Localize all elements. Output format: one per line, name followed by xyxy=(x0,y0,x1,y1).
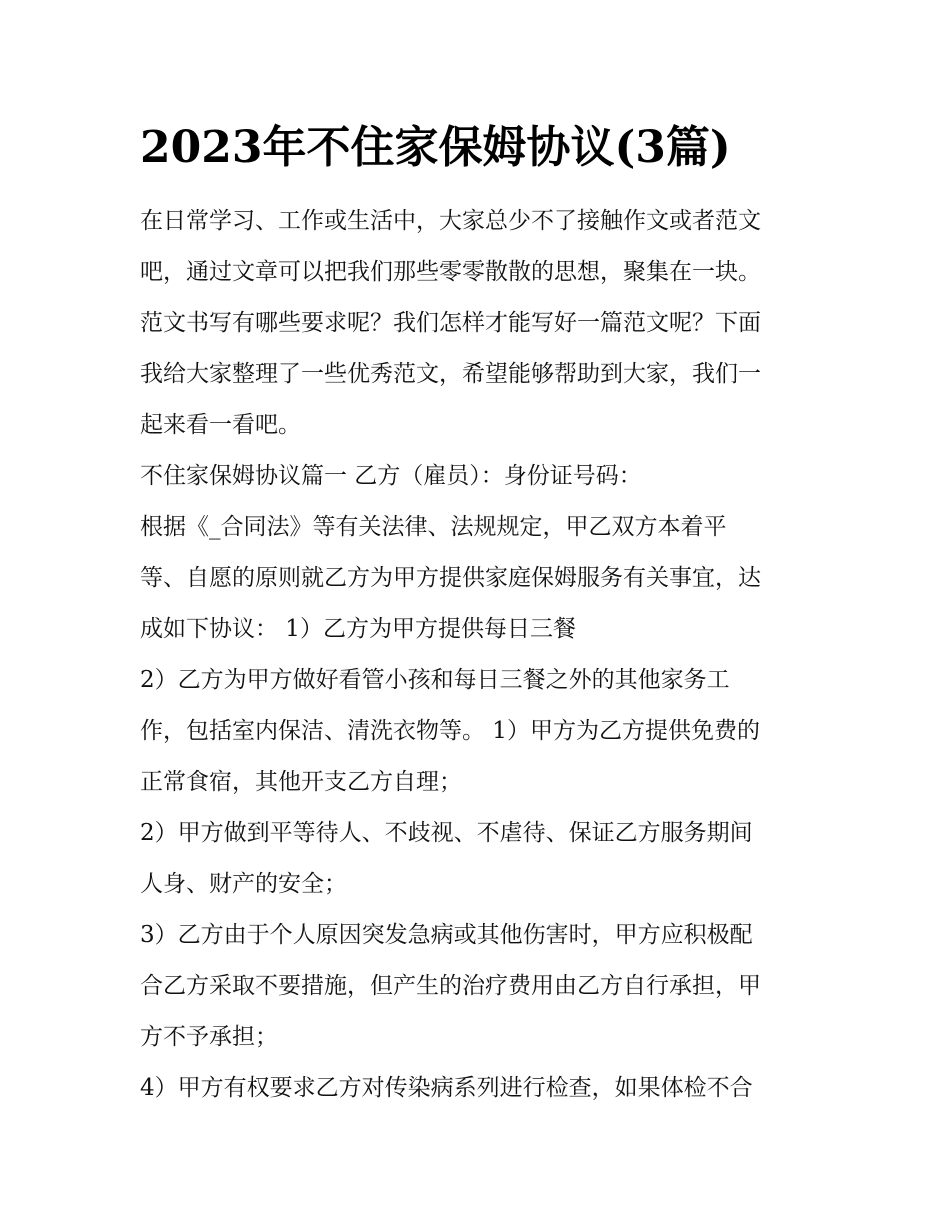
text-line-3: 范文书写有哪些要求呢？我们怎样才能写好一篇范文呢？下面 xyxy=(140,310,761,336)
text-line-6: 不住家保姆协议篇一 乙方（雇员）：身份证号码： xyxy=(140,463,642,489)
text-line-13: 2）甲方做到平等待人、不歧视、不虐待、保证乙方服务期间 xyxy=(140,820,753,846)
document-title: 2023年不住家保姆协议(3篇) xyxy=(140,122,731,173)
document-body xyxy=(140,196,820,1114)
text-line-14: 人身、财产的安全； xyxy=(140,871,347,897)
text-line-5: 起来看一看吧。 xyxy=(140,412,301,438)
text-line-11: 作，包括室内保洁、清洗衣物等。 1）甲方为乙方提供免费的 xyxy=(140,718,760,744)
text-line-16: 合乙方采取不要措施，但产生的治疗费用由乙方自行承担，甲 xyxy=(140,973,761,999)
text-line-1: 在日常学习、工作或生活中，大家总少不了接触作文或者范文 xyxy=(140,208,761,234)
text-line-9: 成如下协议： 1）乙方为甲方提供每日三餐 xyxy=(140,616,576,642)
text-line-8: 等、自愿的原则就乙方为甲方提供家庭保姆服务有关事宜，达 xyxy=(140,565,761,591)
text-line-10: 2）乙方为甲方做好看管小孩和每日三餐之外的其他家务工 xyxy=(140,667,730,693)
text-line-4: 我给大家整理了一些优秀范文，希望能够帮助到大家，我们一 xyxy=(140,361,761,387)
text-line-2: 吧，通过文章可以把我们那些零零散散的思想，聚集在一块。 xyxy=(140,259,761,285)
text-line-12: 正常食宿，其他开支乙方自理； xyxy=(140,769,462,795)
text-line-15: 3）乙方由于个人原因突发急病或其他伤害时，甲方应积极配 xyxy=(140,922,753,948)
text-line-18: 4）甲方有权要求乙方对传染病系列进行检查，如果体检不合 xyxy=(140,1075,753,1101)
text-line-7: 根据《_合同法》等有关法律、法规规定，甲乙双方本着平 xyxy=(140,514,727,540)
text-line-17: 方不予承担； xyxy=(140,1024,278,1050)
